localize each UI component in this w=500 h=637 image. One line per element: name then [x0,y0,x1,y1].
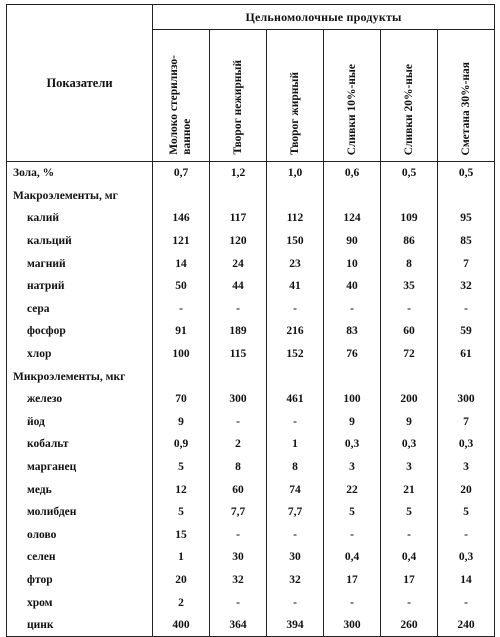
table-cell: 120 [210,230,267,253]
table-cell: 70 [153,388,210,411]
table-row [7,478,495,501]
table-cell: 14 [438,569,495,592]
table-cell: 1,0 [267,162,324,185]
column-header [267,30,324,162]
table-row [7,569,495,592]
row-label: хром [7,591,153,614]
table-cell: 2 [210,433,267,456]
table-cell: 216 [267,320,324,343]
table-cell [438,185,495,208]
table-cell: 35 [381,275,438,298]
table-cell: 30 [267,546,324,569]
table-cell: 189 [210,320,267,343]
table-cell [267,185,324,208]
table-cell: 76 [324,343,381,366]
table-row [7,365,495,388]
table-cell: 41 [267,275,324,298]
table-cell: - [267,411,324,434]
table-cell: 44 [210,275,267,298]
table-cell: - [210,298,267,321]
table-cell: - [267,524,324,547]
table-row [7,501,495,524]
column-header-text: Творог жирный [288,72,301,155]
table-row [7,591,495,614]
row-label: Зола, % [7,162,153,185]
table-cell [324,185,381,208]
table-cell: 86 [381,230,438,253]
mineral-composition-table [6,4,495,637]
table-cell: 32 [438,275,495,298]
row-label: медь [7,478,153,501]
table-cell: 5 [381,501,438,524]
column-header [381,30,438,162]
table-cell: - [324,524,381,547]
table-cell: 100 [324,388,381,411]
table-cell: 1 [153,546,210,569]
table-cell: - [267,298,324,321]
table-cell: - [153,298,210,321]
table-cell [153,365,210,388]
table-cell: 17 [381,569,438,592]
column-header-text: Сливки 20%-ные [402,63,415,155]
group-header: Цельномолочные продукты [153,5,495,30]
table-cell: - [438,524,495,547]
table-cell: 9 [153,411,210,434]
table-cell: 260 [381,614,438,637]
column-header [324,30,381,162]
table-cell: 200 [381,388,438,411]
column-header [153,30,210,162]
table-cell: 5 [438,501,495,524]
table-cell: 0,4 [381,546,438,569]
column-header-text: Творог нежирный [231,60,244,155]
table-cell: 150 [267,230,324,253]
row-label: молибден [7,501,153,524]
table-cell: 83 [324,320,381,343]
table-cell: 20 [438,478,495,501]
table-cell: - [210,524,267,547]
table-cell [267,365,324,388]
row-label: марганец [7,456,153,479]
table-cell: 117 [210,207,267,230]
table-cell: 60 [210,478,267,501]
table-cell: 0,5 [438,162,495,185]
table-cell: 146 [153,207,210,230]
table-cell: 461 [267,388,324,411]
table-cell: 17 [324,569,381,592]
table-cell: 72 [381,343,438,366]
table-cell: 3 [324,456,381,479]
table-cell [324,365,381,388]
table-cell [153,185,210,208]
table-cell: 15 [153,524,210,547]
table-cell: 0,6 [324,162,381,185]
document-page [6,4,494,632]
table-cell: 14 [153,252,210,275]
table-cell: 0,3 [381,433,438,456]
table-row [7,275,495,298]
table-cell: 300 [324,614,381,637]
table-cell: 300 [210,388,267,411]
table-cell: - [438,591,495,614]
table-cell: 7 [438,252,495,275]
table-cell: 50 [153,275,210,298]
row-label: Макроэлементы, мг [7,185,153,208]
table-cell: - [324,298,381,321]
table-cell: 0,4 [324,546,381,569]
row-label: магний [7,252,153,275]
table-cell [381,185,438,208]
column-header [438,30,495,162]
row-label: железо [7,388,153,411]
table-cell: 5 [153,501,210,524]
table-cell: 0,9 [153,433,210,456]
table-cell [210,365,267,388]
row-header-label: Показатели [7,5,153,162]
table-cell: 121 [153,230,210,253]
table-cell: 5 [324,501,381,524]
row-label: Микроэлементы, мкг [7,365,153,388]
table-cell: 152 [267,343,324,366]
table-cell: 0,7 [153,162,210,185]
table-cell: 32 [210,569,267,592]
table-cell: - [210,591,267,614]
table-row [7,343,495,366]
table-cell: - [381,298,438,321]
table-row [7,230,495,253]
table-cell: 5 [153,456,210,479]
table-cell: 91 [153,320,210,343]
table-cell: 2 [153,591,210,614]
table-cell: 3 [438,456,495,479]
table-cell: 59 [438,320,495,343]
table-cell: 0,3 [438,433,495,456]
table-cell: 74 [267,478,324,501]
row-label: селен [7,546,153,569]
table-cell: 8 [210,456,267,479]
table-row [7,162,495,185]
table-cell: 20 [153,569,210,592]
table-cell: 61 [438,343,495,366]
table-cell: 95 [438,207,495,230]
row-label: хлор [7,343,153,366]
table-row [7,524,495,547]
table-cell [210,185,267,208]
row-label: йод [7,411,153,434]
table-row [7,433,495,456]
table-cell: 40 [324,275,381,298]
table-cell: 1 [267,433,324,456]
table-row [7,456,495,479]
table-cell: 22 [324,478,381,501]
table-cell: 0,3 [324,433,381,456]
table-cell: 1,2 [210,162,267,185]
row-label: кальций [7,230,153,253]
table-row [7,388,495,411]
table-cell: 0,3 [438,546,495,569]
row-label: калий [7,207,153,230]
table-row [7,207,495,230]
table-cell: 32 [267,569,324,592]
table-cell: 364 [210,614,267,637]
table-cell: 8 [267,456,324,479]
table-row [7,411,495,434]
table-cell: 9 [324,411,381,434]
table-cell: 24 [210,252,267,275]
table-cell: 12 [153,478,210,501]
table-cell: 8 [381,252,438,275]
row-label: фтор [7,569,153,592]
table-cell: 7 [438,411,495,434]
table-cell: 9 [381,411,438,434]
table-cell: 23 [267,252,324,275]
table-row [7,320,495,343]
table-cell: 240 [438,614,495,637]
table-cell: - [210,411,267,434]
table-cell: 300 [438,388,495,411]
column-header-text: Сметана 30%-ная [459,61,472,155]
table-cell: 112 [267,207,324,230]
table-row [7,546,495,569]
row-label: цинк [7,614,153,637]
table-cell: 100 [153,343,210,366]
table-cell: 7,7 [267,501,324,524]
table-cell: 85 [438,230,495,253]
table-cell: 90 [324,230,381,253]
table-cell: 115 [210,343,267,366]
table-row [7,185,495,208]
table-cell: 3 [381,456,438,479]
column-header [210,30,267,162]
table-cell: - [438,298,495,321]
table-cell: - [324,591,381,614]
table-row [7,252,495,275]
table-cell: 109 [381,207,438,230]
table-cell: - [381,524,438,547]
row-label: сера [7,298,153,321]
row-label: фосфор [7,320,153,343]
table-row [7,614,495,637]
table-cell: - [381,591,438,614]
table-cell: 30 [210,546,267,569]
table-cell: 21 [381,478,438,501]
row-label: кобальт [7,433,153,456]
table-body [7,162,495,637]
table-cell: 10 [324,252,381,275]
table-cell: 394 [267,614,324,637]
table-cell: 124 [324,207,381,230]
table-cell [438,365,495,388]
table-cell: 0,5 [381,162,438,185]
table-cell: 400 [153,614,210,637]
table-cell: 7,7 [210,501,267,524]
table-cell [381,365,438,388]
column-header-text: Сливки 10%-ные [345,63,358,155]
table-cell: 60 [381,320,438,343]
table-cell: - [267,591,324,614]
table-row [7,298,495,321]
row-label: натрий [7,275,153,298]
column-header-text: Молоко стерилизо- ванное [168,55,193,155]
row-label: олово [7,524,153,547]
